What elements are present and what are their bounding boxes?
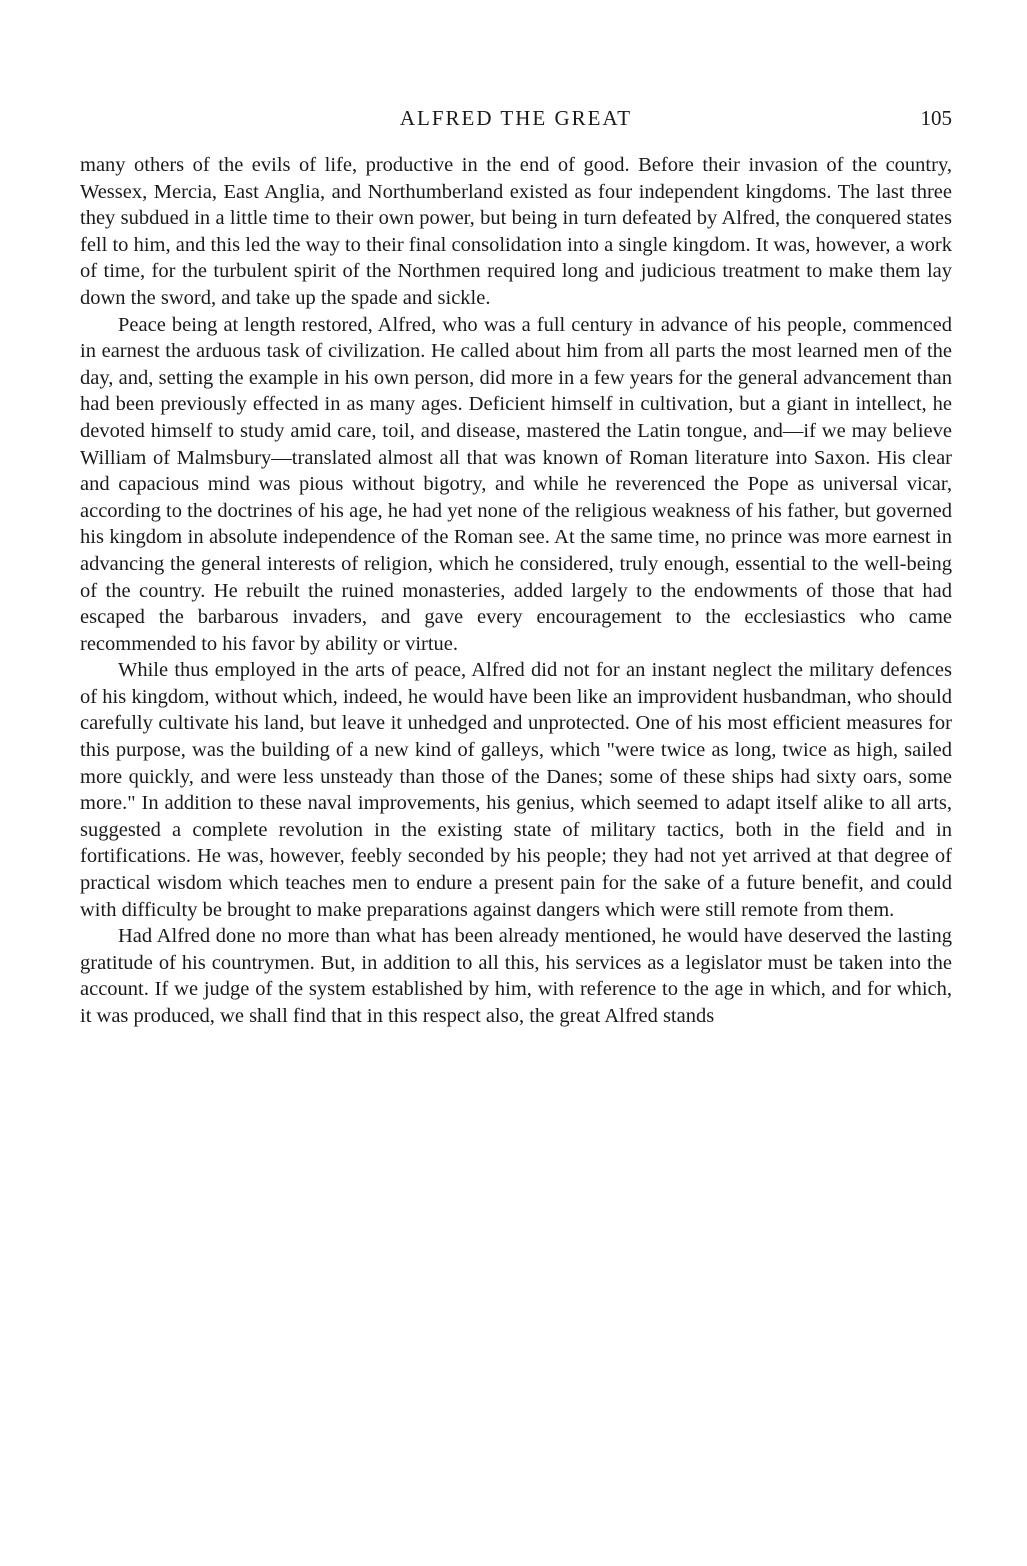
running-head [80, 104, 952, 134]
body-text [80, 152, 952, 1030]
paragraph-civilization: Peace being at length restored, Alfred, who was a full century in advance of his people, commenced in earnest the arduous task of civilization. He called about him from all parts the most learned men of the day, and, setting the example in his own person, did more in a few years for the general advancement than had been previously effected in as many ages. Deficient himself in cultivation, but a giant in intellect, he devoted himself to study amid care, toil, and disease, mastered the Latin tongue, and—if we may believe William of Malmsbury—translated almost all that was known of Roman literature into Saxon. His clear and capacious mind was pious without bigotry, and while he reverenced the Pope as universal vicar, according to the doctrines of his age, he had yet none of the religious weakness of his father, but governed his kingdom in absolute independence of the Roman see. At the same time, no prince was more earnest in advancing the general interests of religion, which he considered, truly enough, essential to the well-being of the country. He rebuilt the ruined monasteries, added largely to the endowments of those that had escaped the barbarous invaders, and gave every encouragement to the ecclesiastics who came recommended to his favor by ability or virtue. [80, 313, 952, 655]
paragraph-continuation: many others of the evils of life, productive in the end of good. Before their invasion of the country, Wessex, Mercia, East Anglia, and Northumberland existed as four independent kingdoms. The last three they subdued in a little time to their own power, but being in turn defeated by Alfred, the conquered states fell to him, and this led the way to their final consolidation into a single kingdom. It was, however, a work of time, for the turbulent spirit of the Northmen required long and judicious treatment to make them lay down the sword, and take up the spade and sickle. [80, 154, 952, 309]
paragraph-legislator: Had Alfred done no more than what has been already mentioned, he would have deserved the lasting gratitude of his countrymen. But, in addition to all this, his services as a legislator must be taken into the account. If we judge of the system established by him, with reference to the age in which, and for which, it was produced, we shall find that in this respect also, the great Alfred stands [80, 925, 952, 1027]
page-number: 105 [920, 106, 952, 130]
running-title: ALFRED THE GREAT [399, 106, 633, 130]
paragraph-military-defences: While thus employed in the arts of peace, Alfred did not for an instant neglect the military defences of his kingdom, without which, indeed, he would have been like an improvident husbandman, who should carefully cultivate his land, but leave it unhedged and unprotected. One of his most efficient measures for this purpose, was the building of a new kind of galleys, which "were twice as long, twice as high, sailed more quickly, and were less unsteady than those of the Danes; some of these ships had sixty oars, some more." In addition to these naval improvements, his genius, which seemed to adapt itself alike to all arts, suggested a complete revolution in the existing state of military tactics, both in the field and in fortifications. He was, however, feebly seconded by his people; they had not yet arrived at that degree of practical wisdom which teaches men to endure a present pain for the sake of a future benefit, and could with difficulty be brought to make preparations against dangers which were still remote from them. [80, 659, 952, 921]
